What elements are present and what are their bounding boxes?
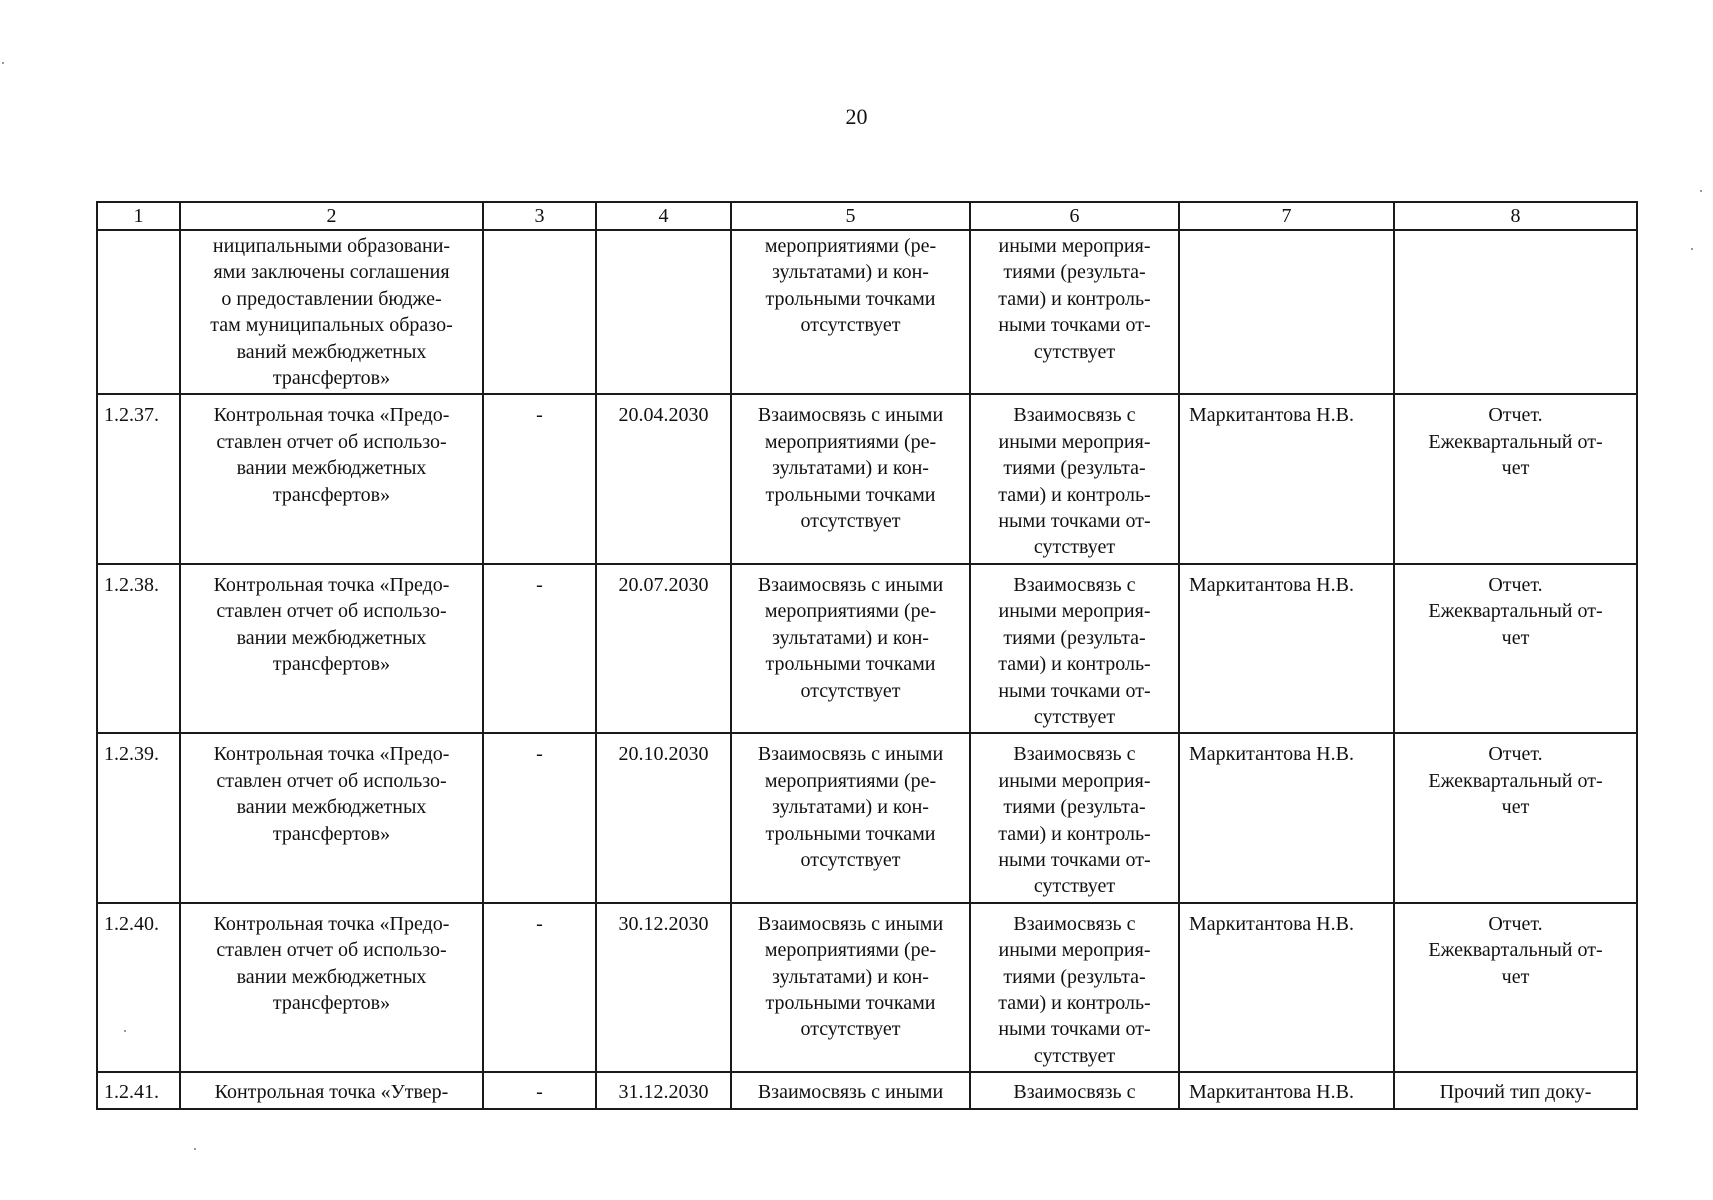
cell-date (596, 394, 731, 563)
cell-document-type (1394, 733, 1637, 902)
table-row (97, 394, 1637, 563)
cell-line: тами) и контроль- (998, 822, 1151, 845)
cell-line: Контрольная точка «Предо- (213, 743, 450, 766)
cell-date (596, 1072, 731, 1109)
cell-line: вании межбюджетных (236, 965, 427, 988)
cell-line: тами) и контроль- (998, 483, 1151, 506)
cell-relation-activities (731, 394, 970, 563)
cell-line: отсутствует (800, 314, 901, 337)
cell-relation-activities (731, 733, 970, 902)
cell-responsible (1179, 1072, 1394, 1109)
cell-text: 1.2.40. (104, 912, 159, 935)
cell-line: Отчет. (1488, 573, 1543, 596)
cell-line: чет (1501, 965, 1530, 988)
cell-relation-activities (731, 564, 970, 733)
cell-line: зультатами) и кон- (772, 626, 929, 649)
cell-relation-activities (731, 230, 970, 394)
cell-responsible (1179, 733, 1394, 902)
cell-text: - (536, 404, 543, 427)
cell-line: вании межбюджетных (236, 626, 427, 649)
cell-line: трольными точками (765, 483, 936, 506)
column-header: 5 (731, 202, 970, 230)
cell-relation-other (970, 394, 1179, 563)
cell-line: ставлен отчет об использо- (216, 600, 447, 623)
cell-line: Прочий тип доку- (1439, 1081, 1592, 1104)
cell-name (180, 903, 483, 1072)
cell-line: Контрольная точка «Предо- (213, 912, 450, 935)
cell-text: Маркитантова Н.В. (1189, 743, 1354, 766)
cell-line: ями заключены соглашения (213, 261, 450, 284)
cell-line: иными мероприя- (998, 769, 1151, 792)
cell-line: о предоставлении бюдже- (221, 287, 442, 310)
cell-dash (483, 903, 596, 1072)
cell-line: Взаимосвязь с (1013, 743, 1136, 766)
cell-line: тиями (результа- (1003, 261, 1146, 284)
cell-date (596, 230, 731, 394)
cell-responsible (1179, 564, 1394, 733)
cell-line: Отчет. (1488, 404, 1543, 427)
cell-line: отсутствует (800, 679, 901, 702)
cell-line: зультатами) и кон- (772, 457, 929, 480)
cell-name (180, 394, 483, 563)
cell-line: Взаимосвязь с иными (757, 1081, 944, 1104)
cell-line: Взаимосвязь с (1013, 1081, 1136, 1104)
cell-line: трансфертов» (272, 991, 391, 1014)
cell-line: Взаимосвязь с иными (757, 743, 944, 766)
column-header: 4 (596, 202, 731, 230)
cell-line: зультатами) и кон- (772, 796, 929, 819)
cell-line: там муниципальных образо- (210, 314, 453, 337)
cell-document-type (1394, 230, 1637, 394)
control-points-table (96, 201, 1638, 1110)
table-row (97, 564, 1637, 733)
cell-line: мероприятиями (ре- (764, 600, 937, 623)
scan-speck (1700, 190, 1702, 192)
cell-line: ваний межбюджетных (236, 340, 427, 363)
scan-speck (2, 62, 4, 64)
cell-line: Контрольная точка «Утвер- (214, 1081, 449, 1104)
cell-text: - (536, 1081, 543, 1104)
scan-speck (194, 1148, 196, 1150)
cell-line: Ежеквартальный от- (1428, 600, 1603, 623)
cell-line: Отчет. (1488, 912, 1543, 935)
column-header: 1 (97, 202, 180, 230)
cell-date (596, 564, 731, 733)
cell-number (97, 1072, 180, 1109)
cell-line: вании межбюджетных (236, 796, 427, 819)
cell-line: ниципальными образовани- (212, 235, 451, 257)
cell-line: чет (1501, 457, 1530, 480)
cell-text: Маркитантова Н.В. (1189, 573, 1354, 596)
cell-line: чет (1501, 626, 1530, 649)
column-header: 2 (180, 202, 483, 230)
cell-line: тиями (результа- (1003, 457, 1146, 480)
page-number: 20 (845, 104, 868, 129)
cell-text: - (536, 912, 543, 935)
cell-number (97, 564, 180, 733)
cell-relation-activities (731, 1072, 970, 1109)
cell-line: Ежеквартальный от- (1428, 939, 1603, 962)
cell-document-type (1394, 394, 1637, 563)
cell-line: иными мероприя- (998, 430, 1151, 453)
cell-line: мероприятиями (ре- (764, 939, 937, 962)
cell-text: 31.12.2030 (618, 1081, 709, 1104)
cell-document-type (1394, 903, 1637, 1072)
cell-line: ставлен отчет об использо- (216, 769, 447, 792)
column-header: 7 (1179, 202, 1394, 230)
cell-line: ставлен отчет об использо- (216, 430, 447, 453)
cell-text: Маркитантова Н.В. (1189, 404, 1354, 427)
cell-text: Маркитантова Н.В. (1189, 1081, 1354, 1104)
cell-line: ными точками от- (998, 314, 1151, 337)
cell-line: отсутствует (800, 1018, 901, 1041)
cell-line: трольными точками (765, 287, 936, 310)
cell-line: Взаимосвязь с (1013, 573, 1136, 596)
cell-dash (483, 1072, 596, 1109)
cell-line: трольными точками (765, 653, 936, 676)
cell-line: мероприятиями (ре- (764, 430, 937, 453)
cell-line: тами) и контроль- (998, 287, 1151, 310)
cell-responsible (1179, 230, 1394, 394)
cell-number (97, 733, 180, 902)
cell-line: иными мероприя- (998, 939, 1151, 962)
cell-text: 1.2.38. (104, 573, 159, 596)
cell-line: Взаимосвязь с иными (757, 573, 944, 596)
cell-text: 1.2.37. (104, 404, 159, 427)
cell-line: иными мероприя- (998, 600, 1151, 623)
cell-number (97, 394, 180, 563)
cell-line: Взаимосвязь с иными (757, 912, 944, 935)
cell-line: ными точками от- (998, 510, 1151, 533)
cell-dash (483, 230, 596, 394)
cell-line: Взаимосвязь с иными (757, 404, 944, 427)
cell-line: отсутствует (800, 510, 901, 533)
cell-dash (483, 394, 596, 563)
cell-line: тиями (результа- (1003, 965, 1146, 988)
cell-line: трансфертов» (272, 483, 391, 506)
cell-line: Отчет. (1488, 743, 1543, 766)
cell-line: зультатами) и кон- (772, 965, 929, 988)
cell-text: 1.2.39. (104, 743, 159, 766)
cell-line: тами) и контроль- (998, 991, 1151, 1014)
cell-line: сутствует (1033, 1044, 1116, 1067)
cell-relation-activities (731, 903, 970, 1072)
cell-name (180, 1072, 483, 1109)
cell-date (596, 733, 731, 902)
cell-line: Контрольная точка «Предо- (213, 404, 450, 427)
cell-line: трольными точками (765, 822, 936, 845)
cell-responsible (1179, 903, 1394, 1072)
scan-speck (1691, 248, 1693, 250)
cell-dash (483, 733, 596, 902)
cell-line: Ежеквартальный от- (1428, 430, 1603, 453)
cell-line: вании межбюджетных (236, 457, 427, 480)
cell-document-type (1394, 564, 1637, 733)
cell-text: - (536, 743, 543, 766)
cell-text: 20.07.2030 (618, 573, 709, 596)
cell-line: ными точками от- (998, 679, 1151, 702)
cell-relation-other (970, 1072, 1179, 1109)
table-row (97, 733, 1637, 902)
cell-text: 20.10.2030 (618, 743, 709, 766)
cell-line: мероприятиями (ре- (764, 235, 937, 257)
column-number-row (97, 202, 1637, 230)
cell-line: ставлен отчет об использо- (216, 939, 447, 962)
cell-line: Контрольная точка «Предо- (213, 573, 450, 596)
cell-line: ными точками от- (998, 848, 1151, 871)
cell-number (97, 903, 180, 1072)
column-header: 8 (1394, 202, 1637, 230)
cell-line: трансфертов» (272, 653, 391, 676)
cell-responsible (1179, 394, 1394, 563)
cell-line: сутствует (1033, 875, 1116, 898)
cell-line: сутствует (1033, 536, 1116, 559)
column-header: 3 (483, 202, 596, 230)
cell-line: тиями (результа- (1003, 626, 1146, 649)
cell-date (596, 903, 731, 1072)
table-row (97, 1072, 1637, 1109)
cell-document-type (1394, 1072, 1637, 1109)
cell-dash (483, 564, 596, 733)
cell-text: - (536, 573, 543, 596)
cell-line: трансфертов» (272, 822, 391, 845)
cell-line: Взаимосвязь с (1013, 912, 1136, 935)
cell-relation-other (970, 230, 1179, 394)
cell-line: тиями (результа- (1003, 796, 1146, 819)
cell-line: сутствует (1033, 340, 1116, 363)
cell-line: Взаимосвязь с (1013, 404, 1136, 427)
cell-line: иными мероприя- (998, 235, 1151, 257)
cell-line: отсутствует (800, 848, 901, 871)
cell-text: Маркитантова Н.В. (1189, 912, 1354, 935)
cell-line: тами) и контроль- (998, 653, 1151, 676)
cell-line: мероприятиями (ре- (764, 769, 937, 792)
table-row (97, 230, 1637, 394)
cell-line: сутствует (1033, 705, 1116, 728)
cell-line: чет (1501, 796, 1530, 819)
cell-name (180, 230, 483, 394)
cell-relation-other (970, 733, 1179, 902)
cell-name (180, 564, 483, 733)
cell-relation-other (970, 903, 1179, 1072)
column-header: 6 (970, 202, 1179, 230)
cell-relation-other (970, 564, 1179, 733)
cell-line: трансфертов» (272, 367, 391, 390)
cell-text: 1.2.41. (104, 1081, 159, 1104)
cell-line: зультатами) и кон- (772, 261, 929, 284)
cell-text: 20.04.2030 (618, 404, 709, 427)
table-row (97, 903, 1637, 1072)
cell-line: Ежеквартальный от- (1428, 769, 1603, 792)
cell-line: ными точками от- (998, 1018, 1151, 1041)
cell-text: 30.12.2030 (618, 912, 709, 935)
cell-name (180, 733, 483, 902)
scan-speck (124, 1030, 126, 1032)
cell-number (97, 230, 180, 394)
cell-line: трольными точками (765, 991, 936, 1014)
